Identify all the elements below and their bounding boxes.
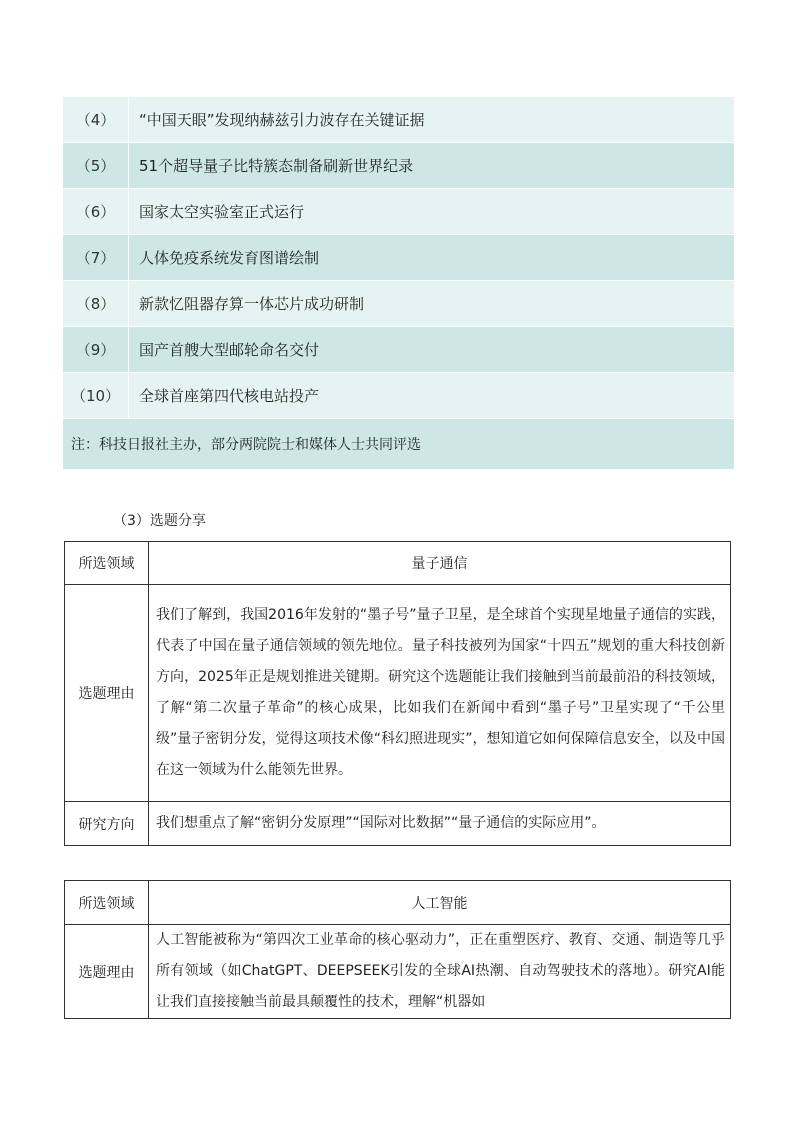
reason-text: 人工智能被称为“第四次工业革命的核心驱动力”，正在重塑医疗、教育、交通、制造等几乎所有领域（如ChatGPT、DEEPSEEK引发的全球AI热潮、自动驾驶技术的落地）。研究AI能让我们直接接触当前最具颠覆性的技术，理解“机器如 xyxy=(149,925,731,1019)
topic-field-row xyxy=(65,881,731,925)
news-item-number: （8） xyxy=(63,281,129,327)
direction-label: 研究方向 xyxy=(65,802,149,846)
news-item-title: 新款忆阻器存算一体芯片成功研制 xyxy=(129,281,735,327)
news-list-row xyxy=(63,373,734,419)
news-item-title: 国产首艘大型邮轮命名交付 xyxy=(129,327,735,373)
topic-table xyxy=(64,880,731,1019)
direction-text: 我们想重点了解“密钥分发原理”“国际对比数据”“量子通信的实际应用”。 xyxy=(149,802,731,846)
news-item-title: 人体免疫系统发育图谱绘制 xyxy=(129,235,735,281)
news-item-title: 51个超导量子比特簇态制备刷新世界纪录 xyxy=(129,143,735,189)
news-list-row xyxy=(63,235,734,281)
news-list-table xyxy=(63,97,734,469)
news-list-row xyxy=(63,97,734,143)
field-value: 量子通信 xyxy=(149,542,731,585)
news-list-row xyxy=(63,143,734,189)
topic-reason-row xyxy=(65,925,731,1019)
news-item-number: （9） xyxy=(63,327,129,373)
reason-label: 选题理由 xyxy=(65,585,149,802)
field-label: 所选领域 xyxy=(65,542,149,585)
news-list-note: 注：科技日报社主办，部分两院院士和媒体人士共同评选 xyxy=(63,419,734,470)
news-item-title: 国家太空实验室正式运行 xyxy=(129,189,735,235)
reason-label: 选题理由 xyxy=(65,925,149,1019)
reason-text: 我们了解到，我国2016年发射的“墨子号”量子卫星，是全球首个实现星地量子通信的实践，代表了中国在量子通信领域的领先地位。量子科技被列为国家“十四五”规划的重大科技创新方向，2025年正是规划推进关键期。研究这个选题能让我们接触到当前最前沿的科技领域，了解“第二次量子革命”的核心成果，比如我们在新闻中看到“墨子号”卫星实现了“千公里级”量子密钥分发，觉得这项技术像“科幻照进现实”，想知道它如何保障信息安全，以及中国在这一领域为什么能领先世界。 xyxy=(149,585,731,802)
topic-direction-row xyxy=(65,802,731,846)
topic-field-row xyxy=(65,542,731,585)
field-value: 人工智能 xyxy=(149,881,731,925)
news-item-title: 全球首座第四代核电站投产 xyxy=(129,373,735,419)
news-list-note-row xyxy=(63,419,734,470)
news-item-number: （5） xyxy=(63,143,129,189)
news-list-row xyxy=(63,189,734,235)
news-item-number: （4） xyxy=(63,97,129,143)
field-label: 所选领域 xyxy=(65,881,149,925)
news-item-number: （7） xyxy=(63,235,129,281)
news-item-title: “中国天眼”发现纳赫兹引力波存在关键证据 xyxy=(129,97,735,143)
news-list-row xyxy=(63,281,734,327)
topic-table xyxy=(64,541,731,846)
news-item-number: （6） xyxy=(63,189,129,235)
topic-reason-row xyxy=(65,585,731,802)
section-heading: （3）选题分享 xyxy=(113,513,206,529)
news-list-row xyxy=(63,327,734,373)
news-item-number: （10） xyxy=(63,373,129,419)
